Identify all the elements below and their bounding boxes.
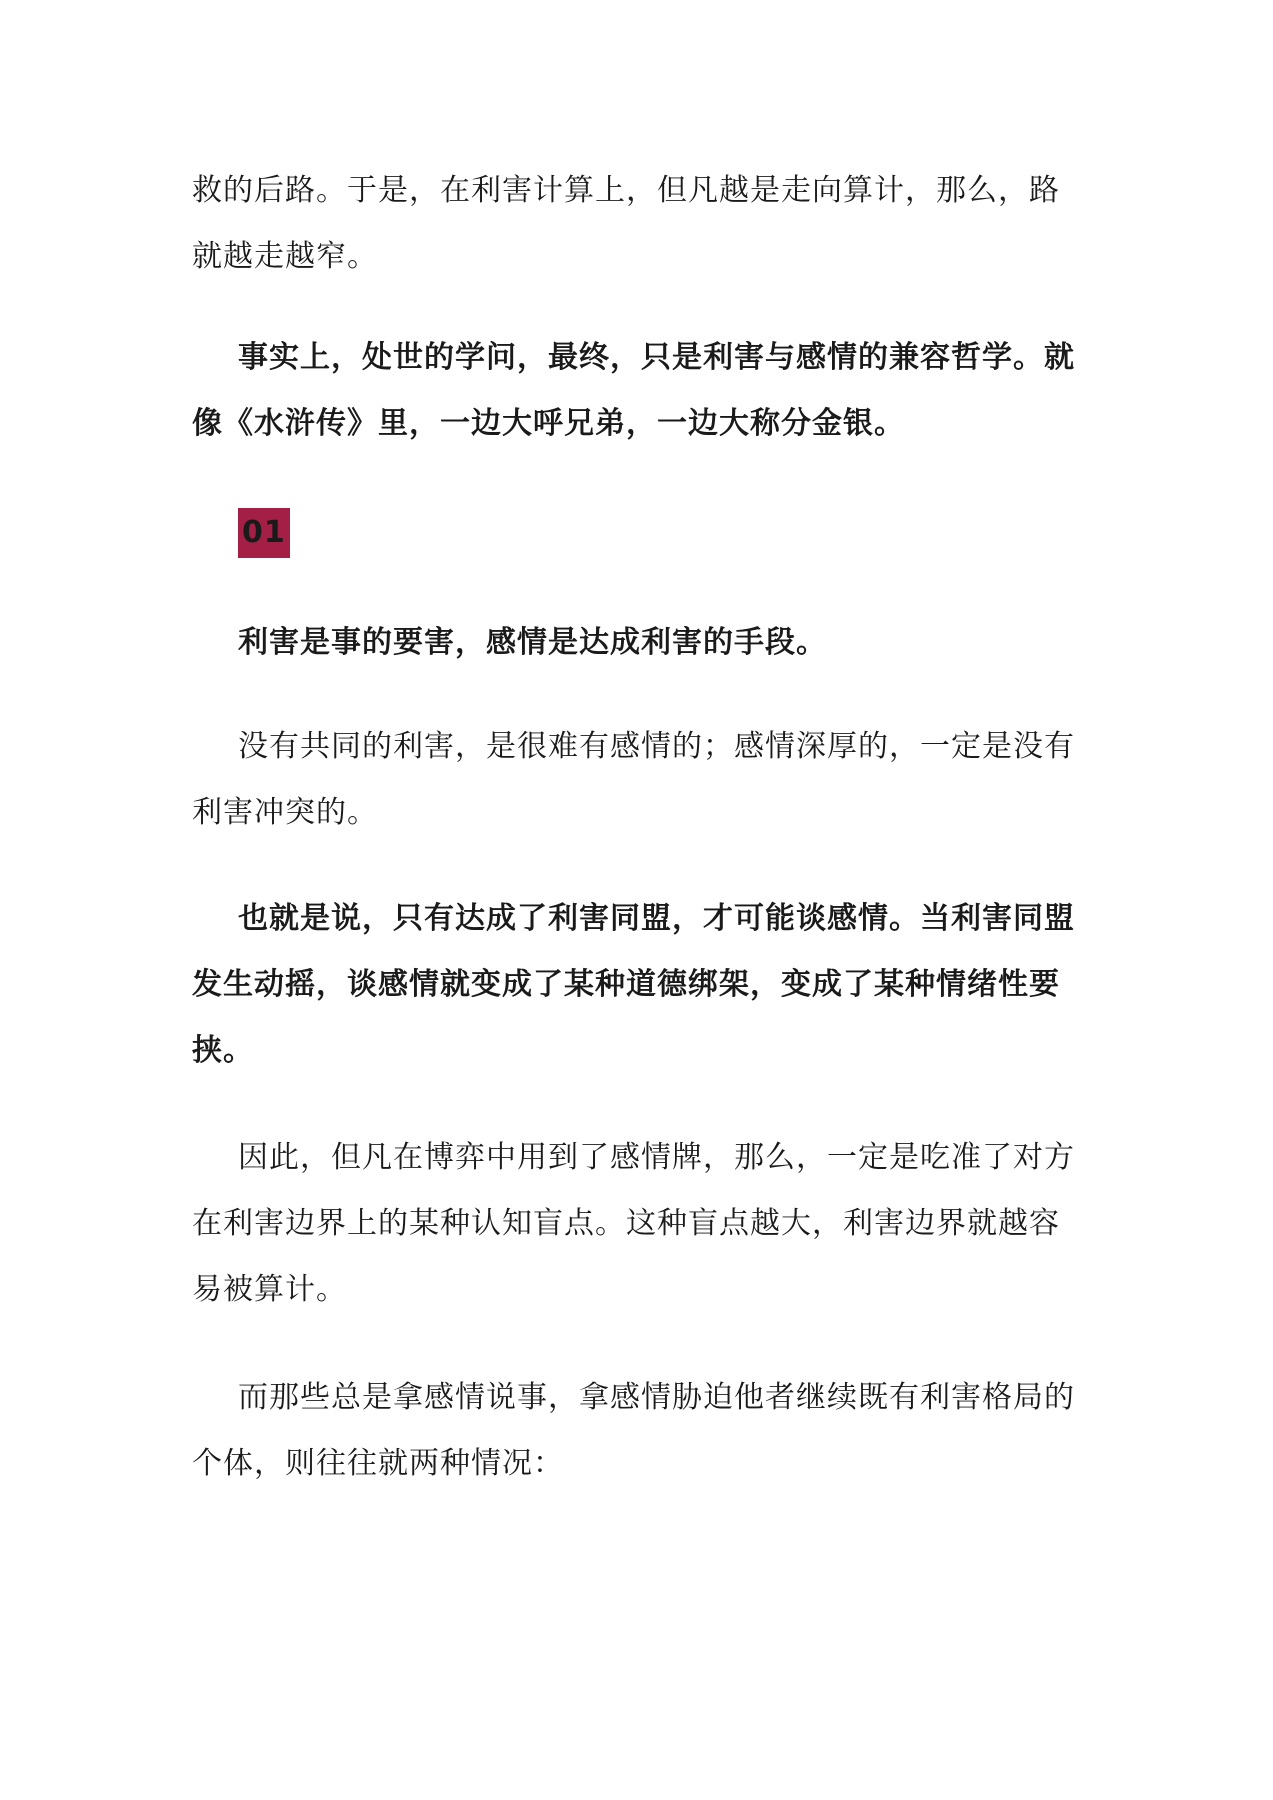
document-page bbox=[192, 0, 1082, 1800]
paragraph-1-line-2: 就越走越窄。 bbox=[192, 239, 378, 274]
paragraph-4-line-1: 没有共同的利害，是很难有感情的；感情深厚的，一定是没有 bbox=[238, 729, 1075, 764]
paragraph-7-line-1: 而那些总是拿感情说事，拿感情胁迫他者继续既有利害格局的 bbox=[238, 1380, 1075, 1415]
section-badge-wrap bbox=[238, 508, 290, 558]
paragraph-7-line-2: 个体，则往往就两种情况： bbox=[192, 1446, 564, 1481]
paragraph-2-line-1: 事实上，处世的学问，最终，只是利害与感情的兼容哲学。就 bbox=[238, 340, 1075, 375]
paragraph-1-line-1: 救的后路。于是，在利害计算上，但凡越是走向算计，那么，路 bbox=[192, 173, 1060, 208]
paragraph-6-line-1: 因此，但凡在博弈中用到了感情牌，那么，一定是吃准了对方 bbox=[238, 1140, 1075, 1175]
paragraph-5-line-3: 挟。 bbox=[192, 1033, 254, 1068]
paragraph-2-line-2: 像《水浒传》里，一边大呼兄弟，一边大称分金银。 bbox=[192, 406, 905, 441]
paragraph-3-bold bbox=[192, 610, 1082, 676]
paragraph-1 bbox=[192, 158, 1082, 290]
paragraph-6-line-3: 易被算计。 bbox=[192, 1272, 347, 1307]
paragraph-6 bbox=[192, 1125, 1082, 1323]
paragraph-4 bbox=[192, 714, 1082, 846]
paragraph-5-line-2: 发生动摇，谈感情就变成了某种道德绑架，变成了某种情绪性要 bbox=[192, 967, 1060, 1002]
paragraph-7 bbox=[192, 1365, 1082, 1497]
paragraph-4-line-2: 利害冲突的。 bbox=[192, 795, 378, 830]
paragraph-5-line-1: 也就是说，只有达成了利害同盟，才可能谈感情。当利害同盟 bbox=[238, 901, 1075, 936]
section-number-badge: 01 bbox=[238, 508, 290, 558]
paragraph-2-bold bbox=[192, 325, 1082, 457]
paragraph-3-line-1: 利害是事的要害，感情是达成利害的手段。 bbox=[238, 625, 827, 660]
paragraph-6-line-2: 在利害边界上的某种认知盲点。这种盲点越大，利害边界就越容 bbox=[192, 1206, 1060, 1241]
paragraph-5-bold bbox=[192, 886, 1082, 1084]
